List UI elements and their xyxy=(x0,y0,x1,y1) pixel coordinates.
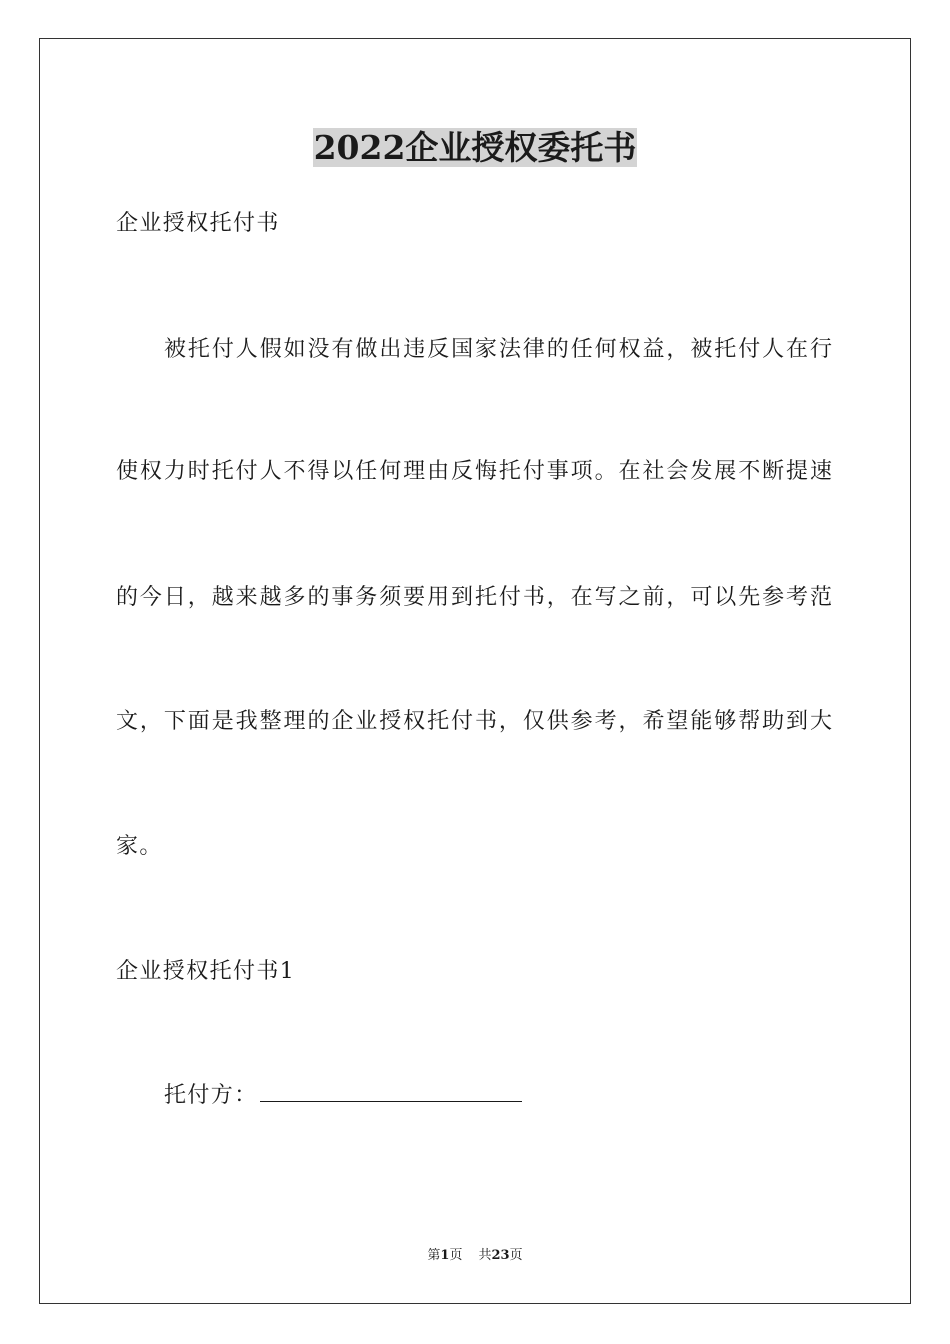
body-line-1: 被托付人假如没有做出违反国家法律的任何权益，被托付人在行 xyxy=(164,337,832,362)
total-pages: 23 xyxy=(491,1248,510,1263)
total-prefix: 共 xyxy=(478,1248,492,1263)
page-suffix: 页 xyxy=(449,1248,463,1263)
field-row xyxy=(164,1081,522,1111)
total-suffix: 页 xyxy=(509,1248,523,1263)
page-prefix: 第 xyxy=(427,1248,441,1263)
document-title xyxy=(0,126,950,170)
page-number: 1 xyxy=(440,1248,450,1263)
body-line-3: 的今日，越来越多的事务须要用到托付书，在写之前，可以先参考范 xyxy=(116,585,832,610)
body-line-5: 家。 xyxy=(116,834,163,859)
document-title-text: 2022企业授权委托书 xyxy=(313,128,637,167)
fill-in-blank xyxy=(260,1081,522,1102)
body-line-4: 文，下面是我整理的企业授权托付书，仅供参考，希望能够帮助到大 xyxy=(116,709,832,734)
section-heading: 企业授权托付书1 xyxy=(116,959,296,984)
field-label: 托付方： xyxy=(164,1083,258,1108)
body-line-2: 使权力时托付人不得以任何理由反悔托付事项。在社会发展不断提速 xyxy=(116,459,832,484)
page-footer xyxy=(0,1247,950,1265)
subtitle: 企业授权托付书 xyxy=(116,211,280,236)
